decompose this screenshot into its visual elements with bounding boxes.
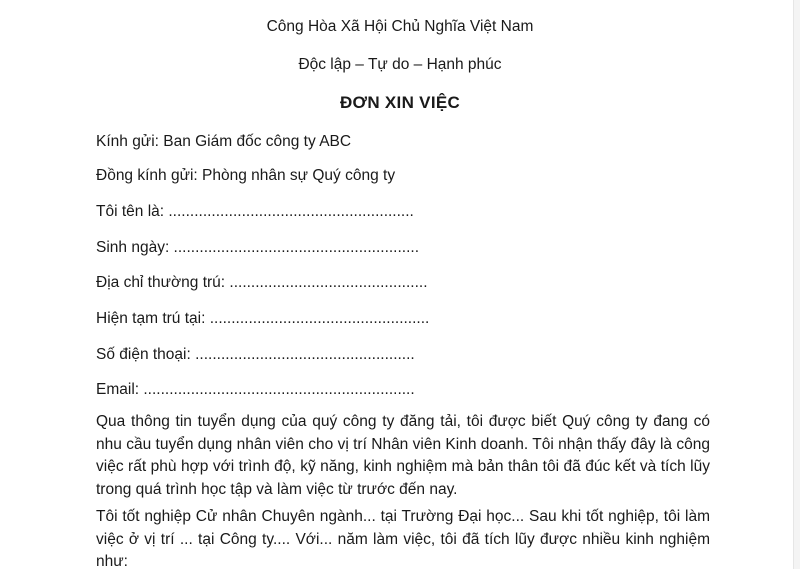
recipient-line: Kính gửi: Ban Giám đốc công ty ABC — [96, 133, 352, 150]
cc-line: Đồng kính gửi: Phòng nhân sự Quý công ty — [96, 167, 396, 184]
field-dob: Sinh ngày: ......................................................... — [96, 239, 420, 256]
page-edge — [793, 0, 800, 569]
paragraph-education: Tôi tốt nghiệp Cử nhân Chuyên ngành... tại Trường Đại học... Sau khi tốt nghiệp, tôi làm việc ở vị trí ... tại Công ty.... Với... năm làm việc, tôi đã tích lũy được nhiều kinh nghiệm như: — [96, 508, 710, 570]
field-name: Tôi tên là: ......................................................... — [96, 203, 414, 220]
document-title: ĐƠN XIN VIỆC — [339, 93, 461, 112]
field-email: Email: ............................................................... — [96, 381, 415, 398]
country-heading: Công Hòa Xã Hội Chủ Nghĩa Việt Nam — [266, 18, 534, 35]
motto: Độc lập – Tự do – Hạnh phúc — [298, 56, 502, 73]
paragraph-intro: Qua thông tin tuyển dụng của quý công ty đăng tải, tôi được biết Quý công ty đang có nhu cầu tuyển dụng nhân viên cho vị trí Nhân viên Kinh doanh. Tôi nhận thấy đây là công việc rất phù hợp với trình độ, kỹ năng, kinh nghiệm mà bản thân tôi đã đúc kết và tích lũy trong quá trình học tập và làm việc từ trước đến nay. — [96, 413, 710, 498]
field-permanent-address: Địa chỉ thường trú: .............................................. — [96, 274, 428, 291]
field-phone: Số điện thoại: ................................................... — [96, 346, 415, 363]
field-temp-address: Hiện tạm trú tại: ................................................... — [96, 310, 430, 327]
